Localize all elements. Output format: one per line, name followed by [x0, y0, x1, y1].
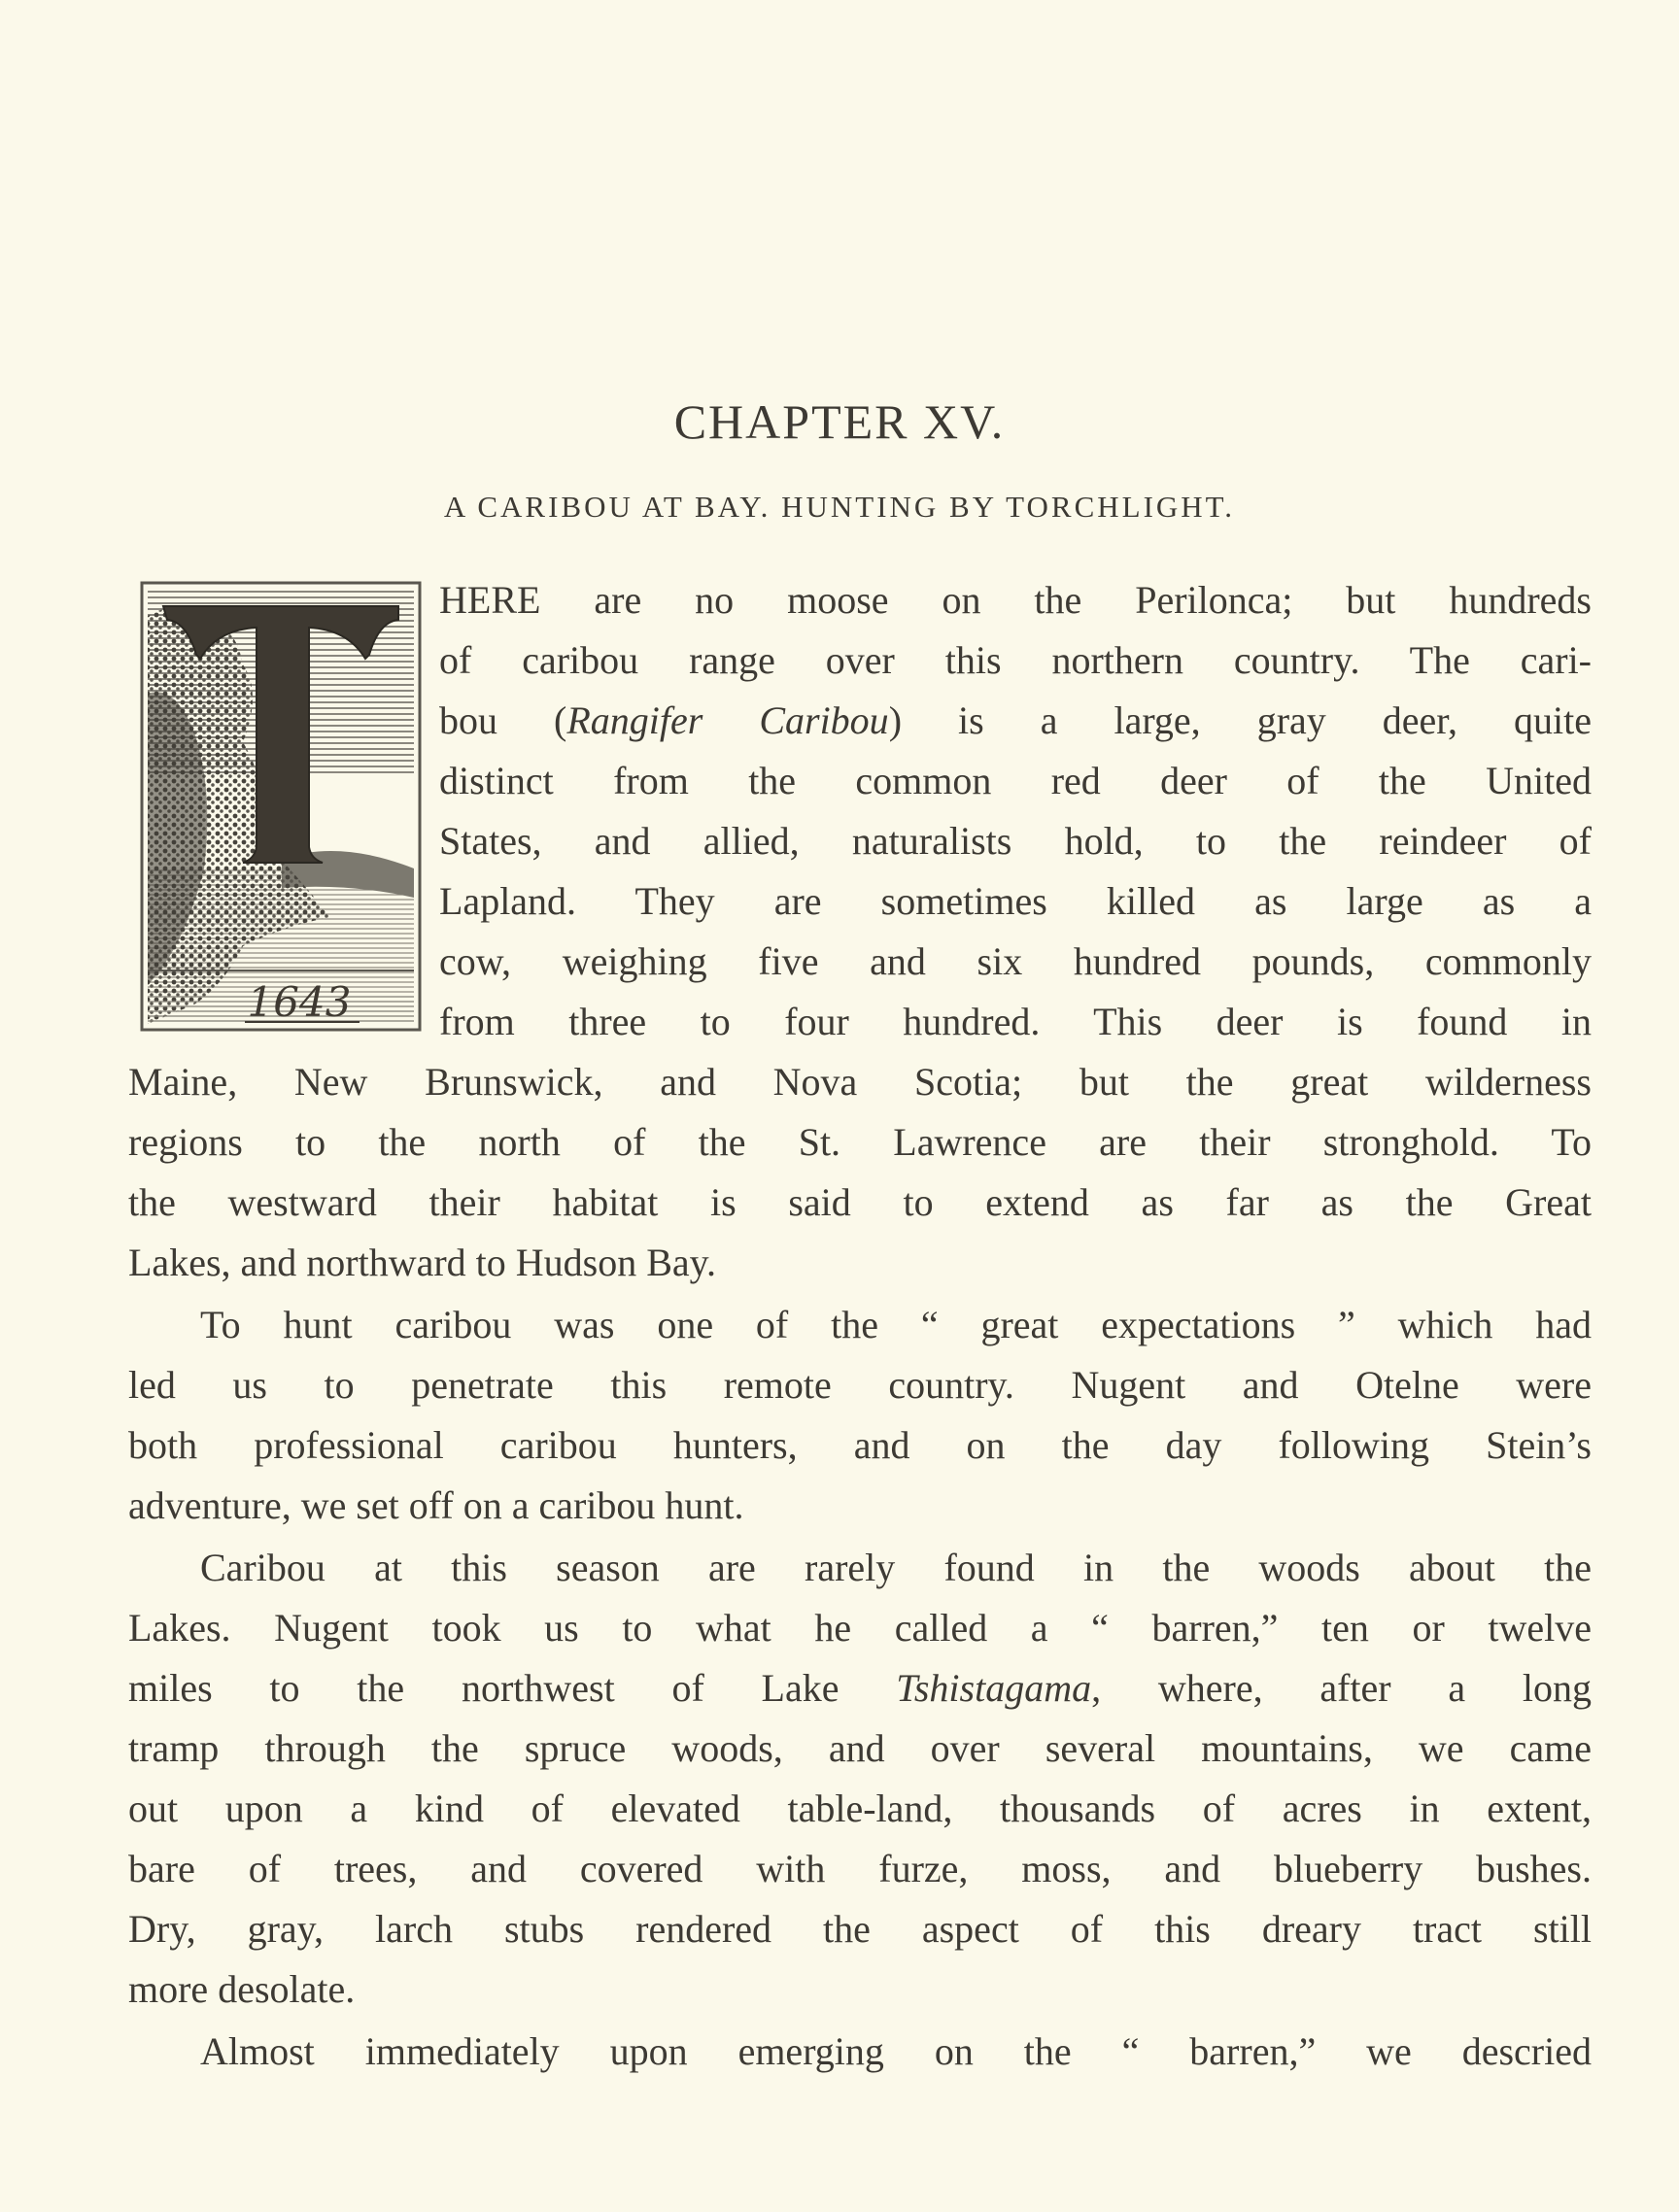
text-line-5: States, and allied, naturalists hold, to the reindeer of [439, 819, 1592, 863]
text-line-11: the westward their habitat is said to extend as far as the Great [128, 1180, 1592, 1224]
text-line-13: To hunt caribou was one of the “ great expectations ” which had [200, 1303, 1592, 1346]
text-line-6: Lapland. They are sometimes killed as large as a [439, 879, 1592, 923]
text-line-19: miles to the northwest of Lake Tshistagama, where, after a long [128, 1666, 1593, 1710]
decorated-initial-t [136, 577, 428, 1041]
text-line-18: Lakes. Nugent took us to what he called a “ barren,” ten or twelve [128, 1606, 1592, 1650]
text-line-16: adventure, we set off on a caribou hunt. [128, 1483, 744, 1527]
text-line-25: Almost immediately upon emerging on the “ barren,” we descried [200, 2029, 1592, 2073]
place-name: Tshistagama [896, 1666, 1092, 1710]
text-line-14: led us to penetrate this remote country. Nugent and Otelne were [128, 1363, 1592, 1407]
text-line-10: regions to the north of the St. Lawrence are their stronghold. To [128, 1120, 1592, 1164]
text-line-24: more desolate. [128, 1967, 356, 2011]
text-line-4: distinct from the common red deer of the United [439, 759, 1592, 802]
chapter-title: CHAPTER XV. [673, 394, 1006, 449]
text-line-3: bou (Rangifer Caribou) is a large, gray deer, quite [439, 698, 1592, 742]
scientific-name: Rangifer Caribou [566, 698, 889, 742]
text-line-23: Dry, gray, larch stubs rendered the aspect of this dreary tract still [128, 1907, 1592, 1951]
chapter-subtitle: A CARIBOU AT BAY. HUNTING BY TORCHLIGHT. [443, 490, 1236, 524]
text-line-1: HERE are no moose on the Perilonca; but hundreds [439, 578, 1592, 622]
text-line-21: out upon a kind of elevated table-land, thousands of acres in extent, [128, 1787, 1592, 1830]
text-line-20: tramp through the spruce woods, and over several mountains, we came [128, 1726, 1592, 1770]
text-line-12: Lakes, and northward to Hudson Bay. [128, 1241, 717, 1284]
engraving-illustration [136, 577, 428, 1041]
text-line-15: both professional caribou hunters, and on the day following Stein’s [128, 1423, 1592, 1467]
text-line-9: Maine, New Brunswick, and Nova Scotia; but the great wilderness [128, 1060, 1592, 1104]
text-line-2: of caribou range over this northern country. The cari- [439, 638, 1592, 682]
text-line-22: bare of trees, and covered with furze, moss, and blueberry bushes. [128, 1847, 1592, 1890]
text-line-8: from three to four hundred. This deer is found in [439, 1000, 1592, 1043]
text-line-17: Caribou at this season are rarely found in the woods about the [200, 1546, 1592, 1589]
engraving-number: 1643 [247, 978, 352, 1026]
text-line-7: cow, weighing five and six hundred pounds, commonly [439, 939, 1592, 983]
